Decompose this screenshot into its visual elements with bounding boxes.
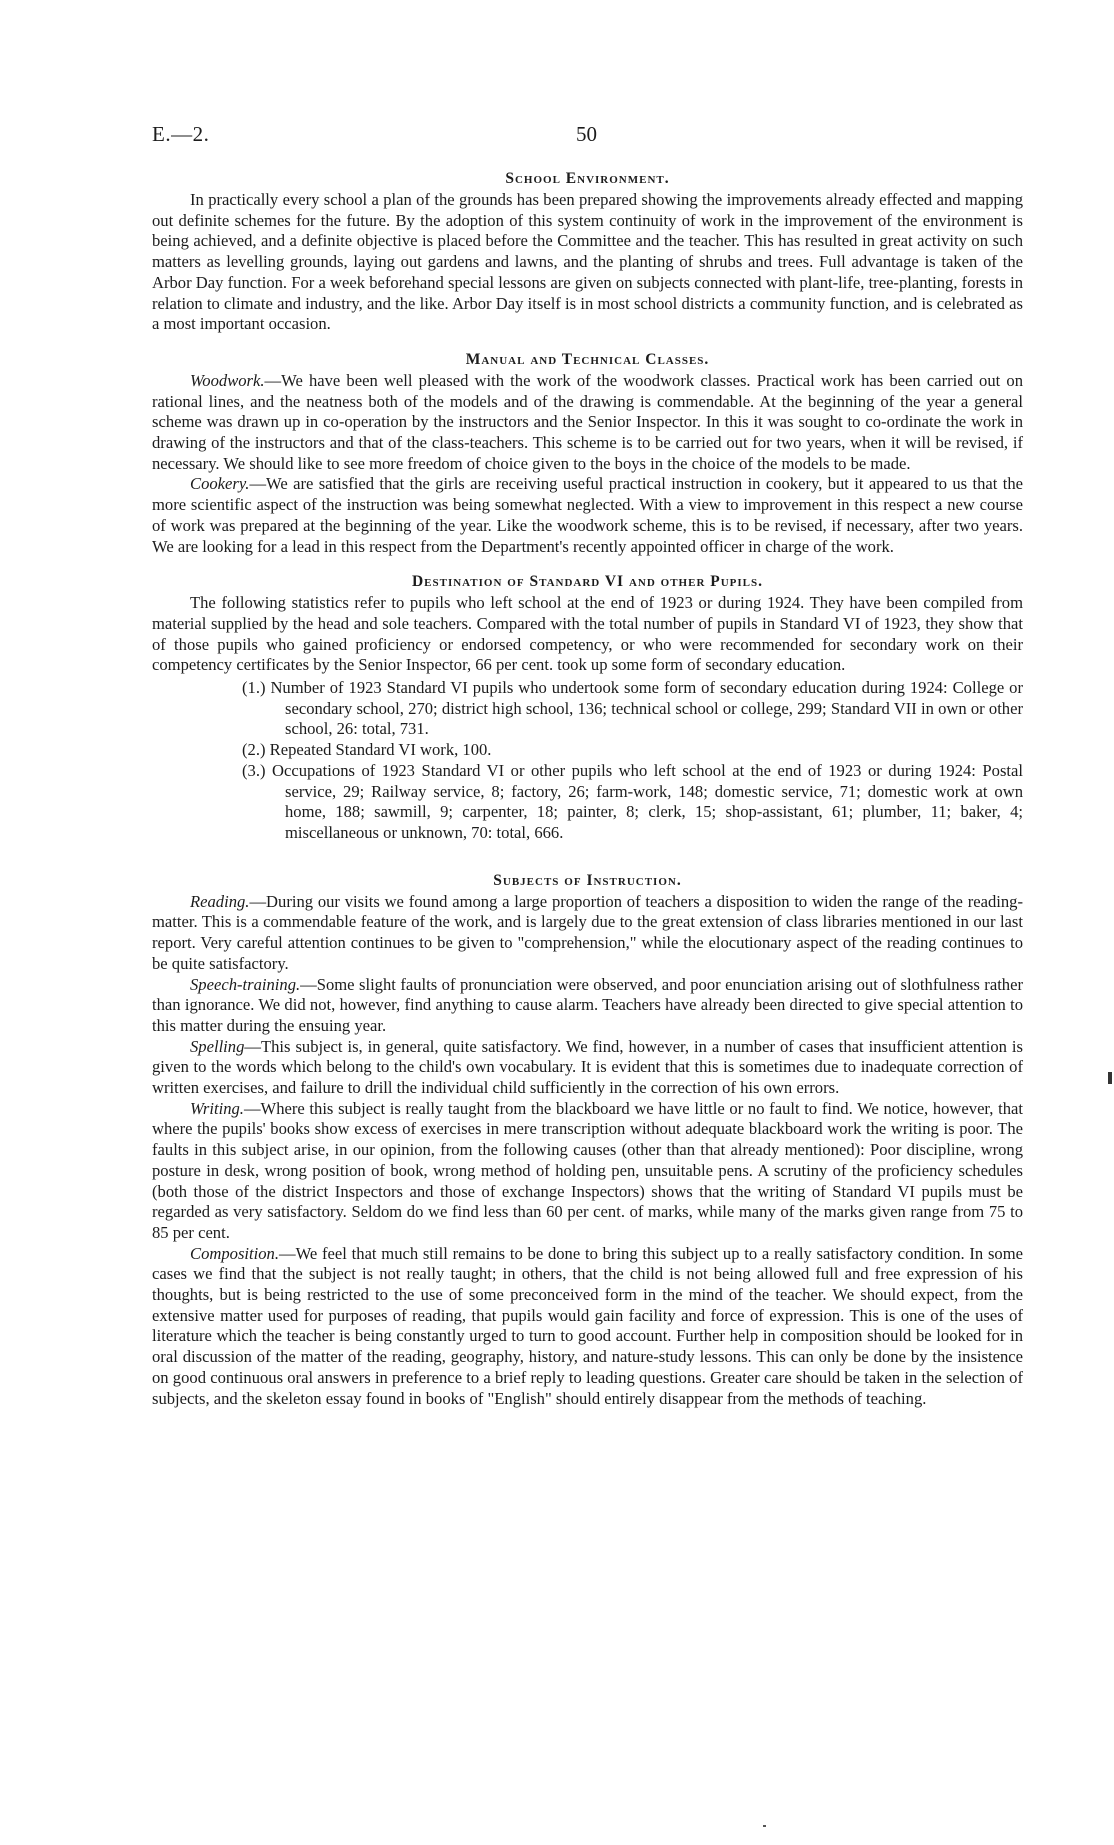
paragraph-text: —This subject is, in general, quite satisfactory. We find, however, in a number of cases that insufficient attention is given to the words which belong to the child's own vocabulary. It is evident that this is sometimes due to inadequate correction of written exercises, and failure to drill the individual child sufficiently in the correction of his own errors. [152,1036,1023,1098]
paragraph-text: —Some slight faults of pronunciation were observed, and poor enunciation arising out of slothfulness rather than ignorance. We did not, however, find anything to cause alarm. Teachers have already been directed to give special attention to this matter during the ensuing year. [152,974,1023,1035]
paragraph-woodwork [152,371,1023,475]
paragraph-lead: Spelling [190,1036,245,1056]
list-item: (1.) Number of 1923 Standard VI pupils who undertook some form of secondary education during 1924: College or secondary school, 270; district high school, 136; technical school or college, 299; Standard VII in own or other school, 26: total, 731. [242,678,1023,739]
page-number: 50 [576,122,597,146]
paragraph-spelling [152,1037,1023,1099]
paragraph-text: —We are satisfied that the girls are receiving useful practical instruction in cookery, but it appeared to us that the more scientific aspect of the instruction was being somewhat neglected. With a view to improvement in this respect a new course of work was prepared at the beginning of the year. Like the woodwork scheme, this is to be revised, if necessary, after two years. We are looking for a lead in this respect from the Department's recently appointed officer in charge of the work. [152,474,1023,556]
paragraph-composition [152,1244,1023,1410]
paragraph-writing [152,1099,1023,1244]
paragraph-cookery [152,474,1023,557]
scan-edge-mark [1108,1072,1112,1084]
paragraph-lead: Reading. [190,891,250,911]
statistics-list [152,678,1023,844]
paragraph: In practically every school a plan of the grounds has been prepared showing the improvements already effected and mapping out definite schemes for the future. By the adoption of this system continuity of work in the improvement of the environment is being achieved, and a definite objective is placed before the Committee and the teacher. This has resulted in great activity on such matters as levelling grounds, laying out gardens and lawns, and the planting of shrubs and trees. Full advantage is taken of the Arbor Day function. For a week beforehand special lessons are given on subjects connected with plant-life, tree-planting, forests in relation to climate and industry, and the like. Arbor Day itself is in most school districts a community function, and is celebrated as a most important occasion. [152,190,1023,334]
paragraph-text: —Where this subject is really taught from the blackboard we have little or no fault to find. We notice, however, that where the pupils' books show excess of exercises in mere transcription without adequate blackboard work the writing is poor. The faults in this subject arise, in our opinion, from the following causes (other than that already mentioned): Poor discipline, wrong posture in desk, wrong position of book, wrong method of holding pen, unsuitable pens. A scrutiny of the proficiency schedules (both those of the district Inspectors and those of exchange Inspectors) shows that the writing of Standard VI pupils must be regarded as very satisfactory. Seldom do we find less than 60 per cent. of marks, while many of the marks given range from 75 to 85 per cent. [152,1098,1023,1242]
section-heading: Subjects of Instruction. [493,871,682,889]
section-manual-technical [152,349,1023,557]
section-heading: Manual and Technical Classes. [465,350,710,368]
paragraph-lead: Composition. [190,1243,279,1263]
paragraph: The following statistics refer to pupils who left school at the end of 1923 or during 1924. They have been compiled from material supplied by the head and sole teachers. Compared with the total number of pupils in Standard VI of 1923, they show that of those pupils who gained proficiency or endorsed competency, or who were recommended for secondary work on their competency certificates by the Senior Inspector, 66 per cent. took up some form of secondary education. [152,593,1023,675]
section-school-environment [152,168,1023,335]
paragraph-text: —We have been well pleased with the work of the woodwork classes. Practical work has been carried out on rational lines, and the neatness both of the models and of the drawing is commendable. At the beginning of the year a general scheme was drawn up in co-operation by the instructors and the Senior Inspector. In this it was sought to co-ordinate the work in drawing of the instructors and that of the class-teachers. This scheme is to be carried out for two years, when it will be revised, if necessary. We should like to see more freedom of choice given to the boys in the choice of the models to be made. [152,370,1023,473]
page-body [152,168,1023,1409]
paragraph-lead: Writing. [190,1098,244,1118]
paragraph-lead: Speech-training. [190,974,301,994]
paragraph-text: —We feel that much still remains to be done to bring this subject up to a really satisfactory condition. In some cases we find that the subject is not really taught; in others, that the child is not being allowed full and free expression of his thoughts, but is being restricted to the use of some preconceived form in the mind of the teacher. We should expect, from the extensive matter used for purposes of reading, that pupils would gain facility and force of expression. This is one of the uses of literature which the teacher is being constantly urged to turn to good account. Further help in composition should be looked for in oral discussion of the matter of the reading, geography, history, and nature-study lessons. This can only be done by the insistence on good continuous oral answers in preference to a brief reply to leading questions. Greater care should be taken in the selection of subjects, and the skeleton essay found in books of "English" should entirely disappear from the methods of teaching. [152,1243,1023,1408]
list-item: (2.) Repeated Standard VI work, 100. [242,740,492,760]
section-subjects [152,870,1023,1410]
paragraph-reading [152,892,1023,975]
paragraph-lead: Woodwork. [190,370,265,390]
paragraph-lead: Cookery. [190,474,250,494]
section-heading: School Environment. [505,170,670,187]
paragraph-text: —During our visits we found among a large proportion of teachers a disposition to widen the range of the reading-matter. This is a commendable feature of the work, and is largely due to the great extension of class libraries mentioned in our last report. Very careful attention continues to be given to "comprehension," while the elocutionary aspect of the reading continues to be quite satisfactory. [152,891,1023,973]
document-reference: E.—2. [152,122,210,146]
paragraph-speech-training [152,975,1023,1037]
section-heading: Destination of Standard VI and other Pupils. [411,573,764,591]
section-destination [152,571,1023,843]
scan-speck [763,1825,766,1827]
page-header [152,122,962,152]
list-item: (3.) Occupations of 1923 Standard VI or other pupils who left school at the end of 1923 or during 1924: Postal service, 29; Railway service, 8; factory, 26; farm-work, 148; domestic service, 71; domestic work at own home, 188; sawmill, 9; carpenter, 18; painter, 8; clerk, 15; shop-assistant, 61; plumber, 11; baker, 4; miscellaneous or unknown, 70: total, 666. [242,760,1023,842]
